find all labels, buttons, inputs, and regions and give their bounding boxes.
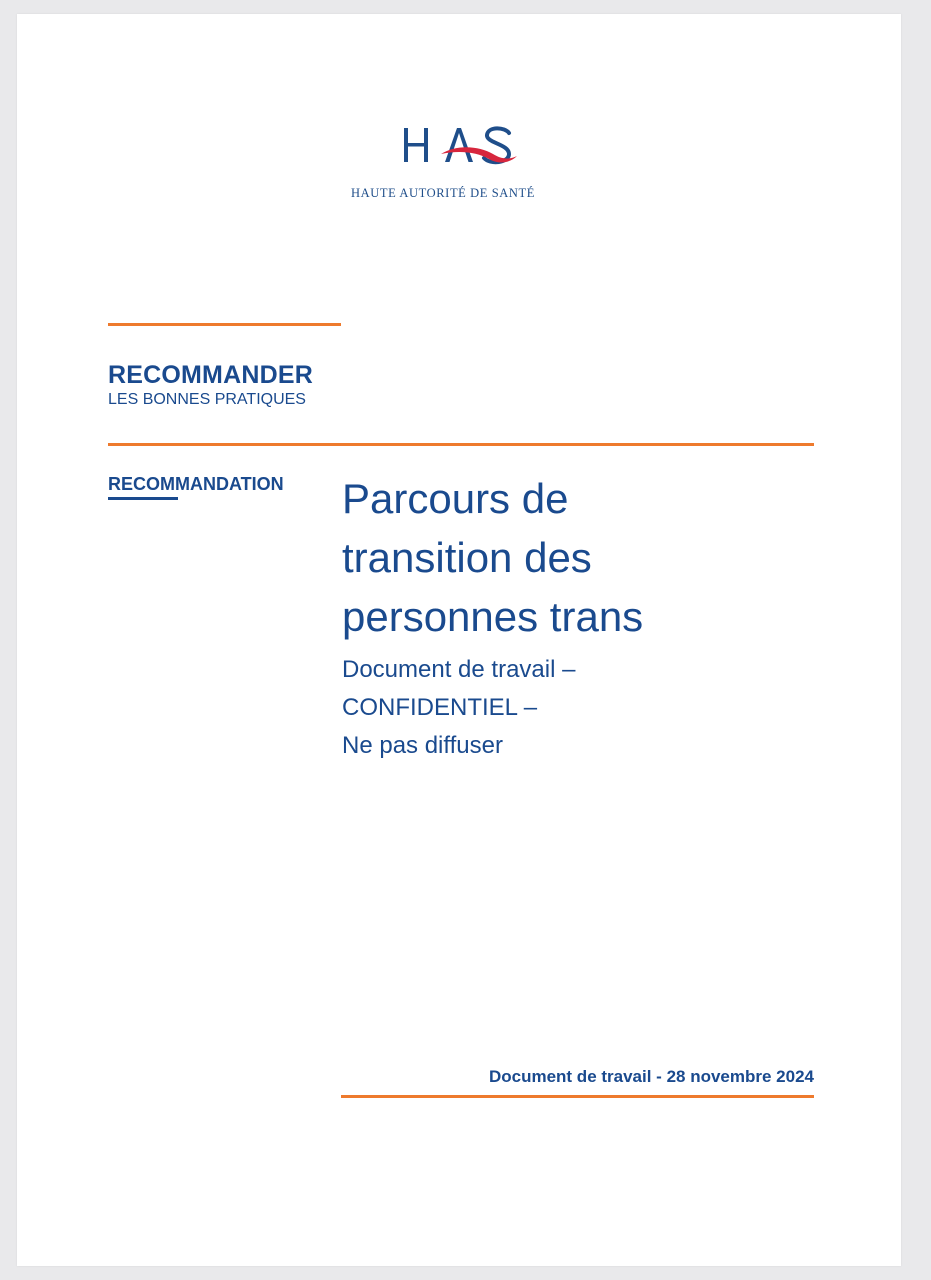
subtitle-line: Document de travail – <box>342 656 576 683</box>
orange-rule-bottom <box>341 1095 814 1098</box>
document-type-underline <box>108 497 178 500</box>
title-line: Parcours de <box>342 475 569 522</box>
kicker-subheading: LES BONNES PRATIQUES <box>108 391 306 408</box>
footer-date: Document de travail - 28 novembre 2024 <box>488 1067 814 1086</box>
orange-rule-top <box>108 323 341 326</box>
kicker-heading: RECOMMANDER <box>108 361 313 389</box>
has-logo <box>17 14 901 234</box>
document-type-label: RECOMMANDATION <box>108 474 284 494</box>
orange-rule-middle <box>108 443 814 446</box>
document-page <box>17 14 901 1266</box>
title-line: personnes trans <box>342 593 644 640</box>
logo-subtitle: HAUTE AUTORITÉ DE SANTÉ <box>350 186 536 200</box>
subtitle-line: CONFIDENTIEL – <box>342 694 538 721</box>
title-line: transition des <box>342 534 592 581</box>
subtitle-line: Ne pas diffuser <box>342 732 503 759</box>
has-logo-mark <box>397 124 537 184</box>
document-subtitle <box>342 651 802 765</box>
document-title <box>342 469 802 646</box>
